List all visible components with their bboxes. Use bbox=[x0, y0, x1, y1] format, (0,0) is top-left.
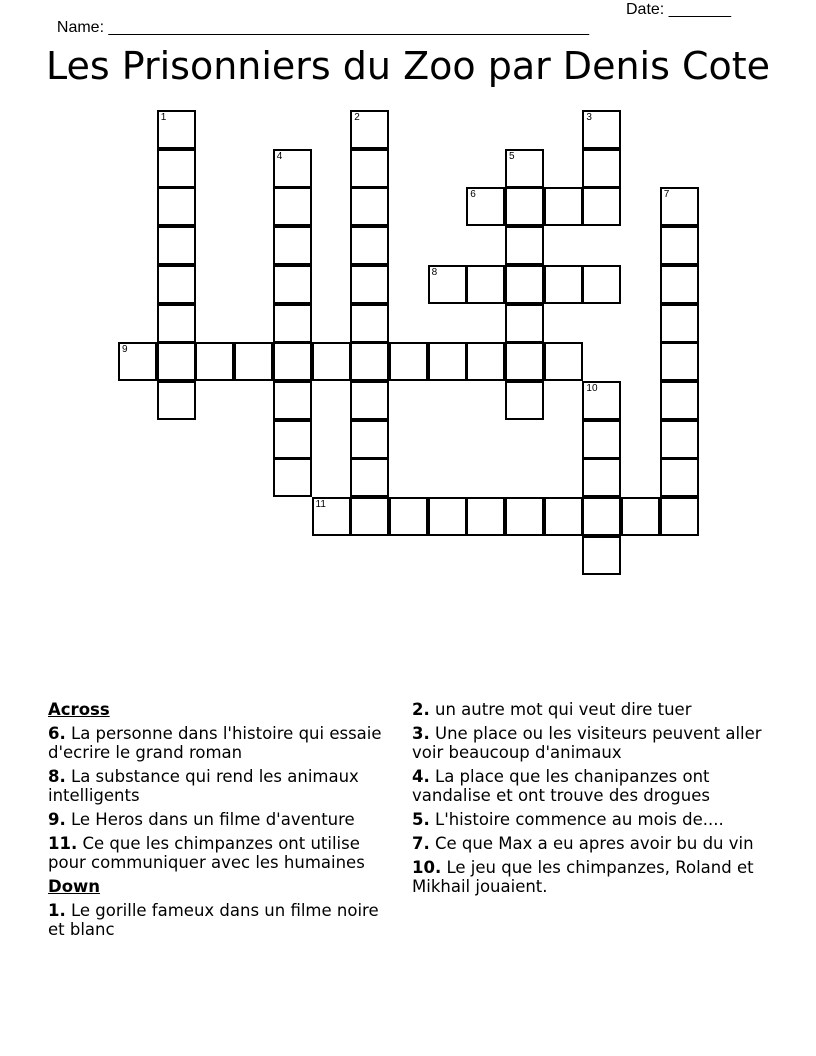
down-clue-list-right bbox=[412, 700, 762, 896]
crossword-cell[interactable] bbox=[582, 110, 621, 149]
clue-item-number: 7. bbox=[412, 834, 430, 853]
crossword-cell[interactable] bbox=[350, 497, 389, 536]
clue-item-text: La substance qui rend les animaux intelligents bbox=[48, 767, 359, 805]
clue-item-number: 9. bbox=[48, 810, 66, 829]
clue-item-number: 6. bbox=[48, 724, 66, 743]
crossword-cell[interactable] bbox=[544, 342, 583, 381]
clue-item-number: 11. bbox=[48, 834, 78, 853]
crossword-cell[interactable] bbox=[157, 149, 196, 188]
clues-left-column bbox=[48, 700, 398, 944]
clue-item-number: 8. bbox=[48, 767, 66, 786]
crossword-cell[interactable] bbox=[582, 497, 621, 536]
clue-number: 4 bbox=[276, 150, 283, 162]
clue-item-number: 2. bbox=[412, 700, 430, 719]
crossword-cell[interactable] bbox=[350, 226, 389, 265]
clue-item bbox=[412, 724, 762, 762]
clue-item bbox=[48, 901, 398, 939]
crossword-cell[interactable] bbox=[428, 497, 467, 536]
crossword-cell[interactable] bbox=[428, 342, 467, 381]
crossword-cell[interactable] bbox=[505, 342, 544, 381]
crossword-cell[interactable] bbox=[234, 342, 273, 381]
crossword-cell[interactable] bbox=[350, 342, 389, 381]
crossword-cell[interactable] bbox=[544, 187, 583, 226]
clue-item-text: Ce que les chimpanzes ont utilise pour communiquer avec les humaines bbox=[48, 834, 365, 872]
clue-number: 9 bbox=[122, 344, 128, 356]
crossword-cell[interactable] bbox=[505, 265, 544, 304]
clue-item-text: La place que les chanipanzes ont vandalise et ont trouve des drogues bbox=[412, 767, 710, 805]
clue-item bbox=[412, 767, 762, 805]
clue-item-number: 10. bbox=[412, 858, 442, 877]
crossword-cell[interactable] bbox=[350, 458, 389, 497]
across-heading: Across bbox=[48, 700, 110, 719]
crossword-cell[interactable] bbox=[660, 304, 699, 343]
clue-item-number: 5. bbox=[412, 810, 430, 829]
crossword-cell[interactable] bbox=[157, 226, 196, 265]
crossword-cell[interactable] bbox=[505, 304, 544, 343]
crossword-cell[interactable] bbox=[273, 187, 312, 226]
crossword-cell[interactable] bbox=[505, 149, 544, 188]
crossword-cell[interactable] bbox=[312, 497, 351, 536]
crossword-cell[interactable] bbox=[350, 381, 389, 420]
crossword-cell[interactable] bbox=[660, 342, 699, 381]
clue-item bbox=[412, 858, 762, 896]
crossword-cell[interactable] bbox=[157, 381, 196, 420]
crossword-cell[interactable] bbox=[505, 226, 544, 265]
crossword-cell[interactable] bbox=[118, 342, 157, 381]
clue-number: 5 bbox=[509, 150, 515, 162]
clue-item-number: 1. bbox=[48, 901, 66, 920]
clue-item bbox=[48, 834, 398, 872]
crossword-cell[interactable] bbox=[157, 187, 196, 226]
clue-number: 11 bbox=[315, 499, 326, 510]
clue-item-text: Le gorille fameux dans un filme noire et blanc bbox=[48, 901, 379, 939]
crossword-cell[interactable] bbox=[350, 304, 389, 343]
down-heading: Down bbox=[48, 877, 101, 896]
clue-number: 6 bbox=[470, 189, 476, 201]
clue-item bbox=[48, 724, 398, 762]
clue-number: 2 bbox=[354, 112, 360, 123]
crossword-cell[interactable] bbox=[273, 226, 312, 265]
across-clue-list bbox=[48, 724, 398, 872]
crossword-cell[interactable] bbox=[350, 110, 389, 149]
crossword-cell[interactable] bbox=[660, 458, 699, 497]
date-field-label[interactable]: Date: _______ bbox=[626, 1, 731, 18]
crossword-cell[interactable] bbox=[621, 497, 660, 536]
clue-item bbox=[412, 834, 762, 853]
clue-number: 10 bbox=[586, 382, 598, 394]
crossword-cell[interactable] bbox=[660, 381, 699, 420]
clue-item-text: La personne dans l'histoire qui essaie d'ecrire le grand roman bbox=[48, 724, 382, 762]
name-field-label[interactable]: Name: ______________________________________________________ bbox=[56, 19, 589, 36]
clue-item bbox=[48, 767, 398, 805]
crossword-cell[interactable] bbox=[312, 342, 351, 381]
crossword-cell[interactable] bbox=[157, 110, 196, 149]
clue-number: 3 bbox=[586, 112, 592, 123]
crossword-cell[interactable] bbox=[350, 187, 389, 226]
crossword-cell[interactable] bbox=[660, 226, 699, 265]
clue-item-text: Le jeu que les chimpanzes, Roland et Mikhail jouaient. bbox=[412, 858, 754, 896]
crossword-cell[interactable] bbox=[660, 420, 699, 459]
clue-item bbox=[48, 810, 398, 829]
crossword-cell[interactable] bbox=[195, 342, 234, 381]
crossword-cell[interactable] bbox=[273, 265, 312, 304]
crossword-cell[interactable] bbox=[544, 265, 583, 304]
crossword-cell[interactable] bbox=[582, 420, 621, 459]
crossword-cell[interactable] bbox=[350, 265, 389, 304]
clue-item-number: 4. bbox=[412, 767, 430, 786]
crossword-cell[interactable] bbox=[350, 420, 389, 459]
crossword-cell[interactable] bbox=[273, 458, 312, 497]
crossword-cell[interactable] bbox=[505, 497, 544, 536]
clue-item bbox=[412, 700, 762, 719]
crossword-cell[interactable] bbox=[466, 187, 505, 226]
crossword-cell[interactable] bbox=[157, 304, 196, 343]
crossword-cell[interactable] bbox=[582, 265, 621, 304]
crossword-cell[interactable] bbox=[389, 497, 428, 536]
clue-item-text: Une place ou les visiteurs peuvent aller voir beaucoup d'animaux bbox=[412, 724, 762, 762]
crossword-cell[interactable] bbox=[350, 149, 389, 188]
crossword-cell[interactable] bbox=[273, 420, 312, 459]
crossword-cell[interactable] bbox=[505, 381, 544, 420]
clues-right-column bbox=[412, 700, 762, 901]
clue-item-number: 3. bbox=[412, 724, 430, 743]
crossword-cell[interactable] bbox=[273, 304, 312, 343]
crossword-cell[interactable] bbox=[582, 458, 621, 497]
crossword-cell[interactable] bbox=[428, 265, 467, 304]
crossword-cell[interactable] bbox=[660, 497, 699, 536]
clue-item bbox=[412, 810, 762, 829]
crossword-cell[interactable] bbox=[505, 187, 544, 226]
crossword-cell[interactable] bbox=[389, 342, 428, 381]
clue-item-text: un autre mot qui veut dire tuer bbox=[435, 700, 692, 719]
down-clue-list-left bbox=[48, 901, 398, 939]
crossword-cell[interactable] bbox=[660, 187, 699, 226]
crossword-cell[interactable] bbox=[582, 381, 621, 420]
clue-item-text: L'histoire commence au mois de.... bbox=[435, 810, 724, 829]
crossword-cell[interactable] bbox=[466, 497, 505, 536]
crossword-cell[interactable] bbox=[273, 381, 312, 420]
clue-number: 8 bbox=[431, 266, 438, 278]
crossword-cell[interactable] bbox=[157, 265, 196, 304]
crossword-cell[interactable] bbox=[660, 265, 699, 304]
clue-item-text: Le Heros dans un filme d'aventure bbox=[71, 810, 355, 829]
crossword-cell[interactable] bbox=[582, 187, 621, 226]
clue-number: 7 bbox=[663, 189, 670, 201]
crossword-cell[interactable] bbox=[582, 149, 621, 188]
page-title: Les Prisonniers du Zoo par Denis Cote bbox=[45, 44, 771, 88]
crossword-cell[interactable] bbox=[466, 265, 505, 304]
crossword-cell[interactable] bbox=[466, 342, 505, 381]
crossword-cell[interactable] bbox=[157, 342, 196, 381]
clue-number: 1 bbox=[160, 112, 167, 123]
clue-item-text: Ce que Max a eu apres avoir bu du vin bbox=[435, 834, 754, 853]
crossword-cell[interactable] bbox=[544, 497, 583, 536]
crossword-cell[interactable] bbox=[273, 149, 312, 188]
crossword-cell[interactable] bbox=[273, 342, 312, 381]
crossword-cell[interactable] bbox=[582, 536, 621, 575]
